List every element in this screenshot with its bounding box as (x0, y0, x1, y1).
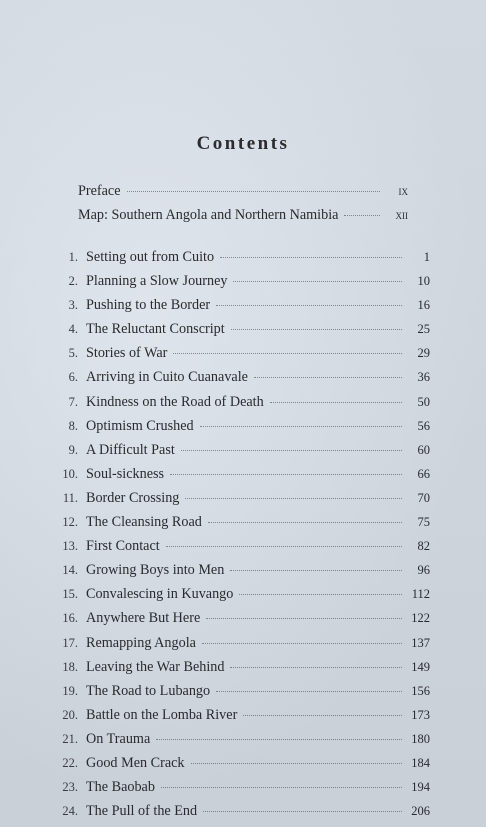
chapter-entry (48, 490, 430, 514)
chapter-title: Optimism Crushed (86, 417, 194, 434)
chapter-entry (48, 635, 430, 659)
chapter-page: 75 (417, 515, 430, 530)
chapter-entry (48, 586, 430, 610)
chapter-number: 14. (62, 563, 78, 578)
front-matter-entry (78, 183, 408, 207)
chapter-page: 137 (411, 635, 430, 650)
chapter-number: 15. (62, 587, 78, 602)
chapter-number: 21. (62, 731, 78, 746)
chapter-page: 56 (417, 418, 430, 433)
dot-leader (156, 739, 402, 740)
chapter-title: Remapping Angola (86, 634, 196, 651)
chapter-title: Soul-sickness (86, 465, 165, 482)
chapter-entry (48, 803, 430, 827)
chapter-number: 23. (62, 780, 78, 795)
chapter-entry (48, 683, 430, 707)
dot-leader (231, 329, 402, 330)
chapter-title: Planning a Slow Journey (86, 273, 228, 290)
chapter-entry (48, 273, 430, 297)
chapter-list (48, 249, 430, 827)
chapter-page: 206 (411, 804, 430, 819)
dot-leader (239, 594, 402, 595)
chapter-entry (48, 466, 430, 490)
chapter-page: 1 (423, 250, 430, 264)
dot-leader (191, 763, 402, 764)
chapter-number: 10. (62, 466, 78, 481)
dot-leader (270, 402, 402, 403)
dot-leader (216, 305, 402, 306)
chapter-page: 122 (411, 611, 430, 626)
chapter-page: 82 (417, 539, 430, 554)
chapter-page: 173 (411, 707, 430, 722)
chapter-entry (48, 779, 430, 803)
chapter-title: Setting out from Cuito (86, 249, 215, 265)
dot-leader (170, 474, 402, 475)
chapter-entry (48, 394, 430, 418)
entry-page: ix (398, 184, 408, 198)
chapter-title: The Baobab (86, 779, 155, 796)
chapter-title: Good Men Crack (86, 754, 185, 771)
chapter-entry (48, 321, 430, 345)
chapter-title: Pushing to the Border (86, 297, 211, 314)
dot-leader (233, 281, 402, 282)
chapter-title: Battle on the Lomba River (86, 706, 238, 723)
chapter-title: First Contact (86, 538, 160, 555)
chapter-entry (48, 369, 430, 393)
chapter-page: 112 (411, 587, 430, 602)
dot-leader (230, 570, 402, 571)
chapter-page: 10 (417, 274, 430, 289)
dot-leader (166, 546, 402, 547)
chapter-title: Convalescing in Kuvango (86, 586, 234, 603)
chapter-page: 149 (411, 659, 430, 674)
chapter-number: 19. (62, 683, 78, 698)
chapter-entry (48, 659, 430, 683)
entry-title: Map: Southern Angola and Northern Namibia (78, 207, 339, 223)
chapter-number: 13. (62, 539, 78, 554)
chapter-title: Arriving in Cuito Cuanavale (86, 369, 248, 386)
chapter-title: The Cleansing Road (86, 514, 202, 531)
chapter-number: 1. (68, 250, 78, 264)
chapter-title: The Reluctant Conscript (86, 321, 225, 338)
dot-leader (254, 377, 402, 378)
dot-leader (208, 522, 402, 523)
front-matter-entry (78, 207, 408, 231)
dot-leader (181, 450, 402, 451)
chapter-entry (48, 538, 430, 562)
chapter-page: 70 (417, 490, 430, 505)
dot-leader (243, 715, 402, 716)
chapter-number: 11. (62, 490, 78, 505)
contents-heading: Contents (196, 132, 290, 154)
dot-leader (203, 811, 402, 812)
dot-leader (127, 191, 380, 192)
chapter-entry (48, 755, 430, 779)
chapter-entry (48, 610, 430, 634)
dot-leader (202, 643, 402, 644)
dot-leader (344, 215, 380, 216)
chapter-entry (48, 514, 430, 538)
chapter-page: 194 (411, 780, 430, 795)
dot-leader (220, 257, 402, 258)
chapter-number: 12. (62, 515, 78, 530)
chapter-page: 36 (417, 370, 430, 385)
chapter-number: 3. (68, 298, 78, 313)
dot-leader (173, 353, 402, 354)
chapter-page: 25 (417, 322, 430, 337)
chapter-page: 180 (411, 731, 430, 746)
chapter-title: On Trauma (86, 730, 151, 747)
dot-leader (216, 691, 402, 692)
chapter-entry (48, 418, 430, 442)
chapter-title: Kindness on the Road of Death (86, 393, 264, 410)
chapter-page: 29 (417, 346, 430, 361)
chapter-page: 184 (411, 755, 430, 770)
dot-leader (200, 426, 402, 427)
chapter-entry (48, 345, 430, 369)
chapter-title: The Road to Lubango (86, 682, 211, 699)
chapter-page: 66 (417, 466, 430, 481)
chapter-number: 18. (62, 659, 78, 674)
chapter-title: Stories of War (86, 345, 168, 362)
chapter-number: 20. (62, 707, 78, 722)
chapter-page: 60 (417, 442, 430, 457)
chapter-number: 6. (68, 370, 78, 385)
entry-page: xii (395, 208, 408, 222)
chapter-title: Border Crossing (86, 489, 180, 506)
dot-leader (185, 498, 402, 499)
chapter-number: 24. (62, 804, 78, 819)
front-matter-list (78, 183, 408, 231)
chapter-entry (48, 249, 430, 273)
chapter-number: 16. (62, 611, 78, 626)
chapter-page: 96 (417, 563, 430, 578)
chapter-title: Leaving the War Behind (86, 658, 225, 675)
chapter-page: 156 (411, 683, 430, 698)
chapter-number: 4. (68, 322, 78, 337)
chapter-number: 17. (62, 635, 78, 650)
chapter-title: Anywhere But Here (86, 610, 201, 627)
chapter-page: 50 (417, 394, 430, 409)
chapter-number: 9. (68, 442, 78, 457)
chapter-entry (48, 707, 430, 731)
chapter-number: 7. (68, 394, 78, 409)
chapter-entry (48, 297, 430, 321)
chapter-entry (48, 731, 430, 755)
dot-leader (161, 787, 402, 788)
chapter-number: 8. (68, 418, 78, 433)
chapter-title: Growing Boys into Men (86, 562, 225, 579)
chapter-number: 2. (68, 274, 78, 289)
entry-title: Preface (78, 183, 121, 199)
chapter-entry (48, 562, 430, 586)
chapter-title: A Difficult Past (86, 441, 175, 458)
dot-leader (230, 667, 402, 668)
chapter-number: 5. (68, 346, 78, 361)
chapter-title: The Pull of the End (86, 803, 198, 820)
dot-leader (206, 618, 402, 619)
chapter-page: 16 (417, 298, 430, 313)
chapter-entry (48, 442, 430, 466)
chapter-number: 22. (62, 755, 78, 770)
